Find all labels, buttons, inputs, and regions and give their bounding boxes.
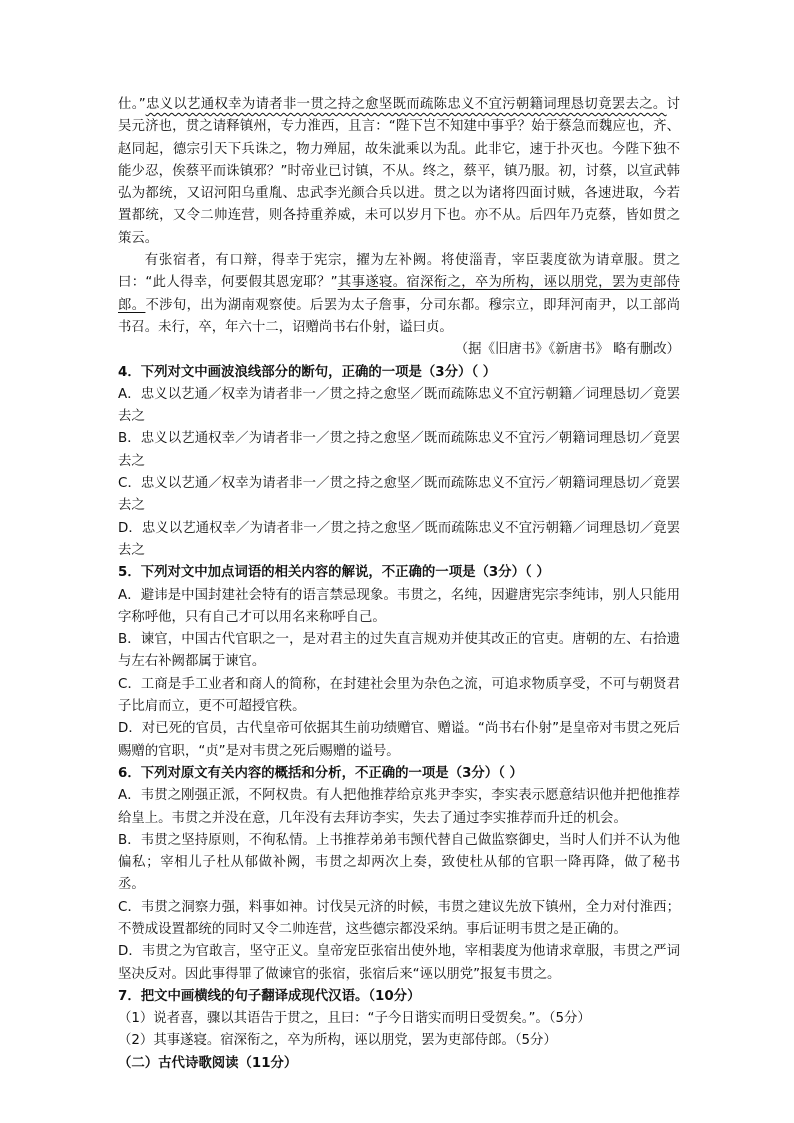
question-7-sentence-1: （1）说者喜，骤以其语告于贯之，且曰：“子今日谐实而明日受贺矣。”。（5分） bbox=[118, 1011, 591, 1027]
passage-source: （据《旧唐书》《新唐书》 略有删改） bbox=[454, 342, 680, 358]
question-7-sentence-2: （2）其事遂寝。宿深衔之，卒为所构，诬以朋党，罢为吏部侍郎。（5分） bbox=[118, 1033, 557, 1049]
question-6-option-d: D．韦贯之为官敢言，坚守正义。皇帝宠臣张宿出使外地，宰相裴度为他请求章服，韦贯之严词坚决反对。因此事得罪了做谏官的张宿，张宿后来“诬以朋党”报复韦贯之。 bbox=[118, 944, 680, 982]
question-5-option-a: A．避讳是中国封建社会特有的语言禁忌现象。韦贯之，名纯，因避唐宪宗李纯讳，别人只能用字称呼他，只有自己才可以用名来称呼自己。 bbox=[118, 587, 680, 625]
passage-paragraph-2 bbox=[118, 250, 680, 339]
question-4-option-d: D．忠义以艺通权幸／为请者非一／贯之持之愈坚／既而疏陈忠义不宜污朝籍／词理恳切／竟罢去之 bbox=[118, 520, 680, 558]
question-6-option-b: B．韦贯之坚持原则，不徇私情。上书推荐弟弟韦𫖮代替自己做监察御史，当时人们并不认为他偏私；宰相儿子杜从郁做补阙，韦贯之却两次上奏，致使杜从郁的官职一降再降，做了秘书丞。 bbox=[118, 832, 680, 893]
question-4-option-a: A．忠义以艺通／权幸为请者非一／贯之持之愈坚／既而疏陈忠义不宜污朝籍／词理恳切／竟罢去之 bbox=[118, 386, 680, 425]
underlined-sentence: 其事遂寝。宿深衔之，卒为所构，诬以朋党，罢为吏部侍郎。 bbox=[118, 275, 681, 313]
question-6-option-c: C．韦贯之洞察力强，料事如神。讨伐吴元济的时候，韦贯之建议先放下镇州，全力对付淮西；不赞成设置都统的同时又令二帅连营，这些德宗都没采纳。事后证明韦贯之是正确的。 bbox=[118, 899, 680, 937]
question-5-option-c: C．工商是手工业者和商人的简称，在封建社会里为杂色之流，可追求物质享受，不可与朝贤君子比肩而立，更不可超授官秩。 bbox=[118, 676, 680, 715]
question-6-stem: 6．下列对原文有关内容的概括和分析，不正确的一项是（3分）（ ） bbox=[118, 765, 523, 781]
question-4-option-c: C．忠义以艺通／权幸为请者非一／贯之持之愈坚／既而疏陈忠义不宜污／朝籍词理恳切／竟罢去之 bbox=[118, 476, 680, 514]
question-5-option-b: B．谏官，中国古代官职之一，是对君主的过失直言规劝并使其改正的官吏。唐朝的左、右拾遗与左右补阙都属于谏官。 bbox=[118, 632, 680, 670]
question-5-stem: 5．下列对文中加点词语的相关内容的解说，不正确的一项是（3分）（ ） bbox=[118, 565, 550, 581]
passage-text: 有张宿者，有口辩，得幸于宪宗，擢为左补阙。将使淄青，宰臣裴度欲为请章服。贯之曰：“此人得幸，何要假其恩宠耶？” bbox=[118, 253, 680, 291]
passage-paragraph-1 bbox=[118, 94, 680, 250]
question-4-stem: 4．下列对文中画波浪线部分的断句，正确的一项是（3分）（ ） bbox=[118, 364, 497, 380]
question-6-option-a: A．韦贯之刚强正派，不阿权贵。有人把他推荐给京兆尹李实，李实表示愿意结识他并把他推荐给皇上。韦贯之并没在意，几年没有去拜访李实，失去了通过李实推荐而升迁的机会。 bbox=[118, 788, 680, 826]
passage-text: 不涉旬，出为湖南观察使。后罢为太子詹事，分司东都。穆宗立，即拜河南尹，以工部尚书召。未行，卒，年六十二，诏赠尚书右仆射，谥曰贞。 bbox=[118, 297, 681, 335]
question-7-stem: 7．把文中画横线的句子翻译成现代汉语。（10分） bbox=[118, 988, 421, 1004]
wavy-underlined-sentence: 忠义以艺通权幸为请者非一贯之持之愈坚既而疏陈忠义不宜污朝籍词理恳切竟罢去之。 bbox=[145, 97, 667, 112]
passage-text: 仕。” bbox=[118, 97, 146, 112]
document-page bbox=[118, 94, 680, 1075]
section-heading: （二）古代诗歌阅读（11分） bbox=[118, 1055, 298, 1071]
question-4-option-b: B．忠义以艺通权幸／为请者非一／贯之持之愈坚／既而疏陈忠义不宜污／朝籍词理恳切／竟罢去之 bbox=[118, 431, 680, 469]
question-5-option-d: D．对已死的官员，古代皇帝可依据其生前功绩赠官、赠谥。“尚书右仆射”是皇帝对韦贯之死后赐赠的官职，“贞”是对韦贯之死后赐赠的谥号。 bbox=[118, 721, 680, 759]
passage-text: 讨吴元济也，贯之请释镇州，专力淮西，且言：“陛下岂不知建中事乎？始于蔡急而魏应也，齐、赵同起，德宗引天下兵诛之，物力殚屈，故朱泚乘以为乱。此非它，速于扑灭也。今陛下独不能少忍，俟蔡平而诛镇邪？”时帝业已讨镇，不从。终之，蔡平，镇乃服。初，讨蔡，以宣武韩弘为都统，又诏河阳乌重胤、忠武李光颜合兵以进。贯之以为诸将四面讨贼，各速进取，今若置都统，又令二帅连营，则各持重养威，未可以岁月下也。亦不从。后四年乃克蔡，皆如贯之策云。 bbox=[118, 97, 680, 246]
